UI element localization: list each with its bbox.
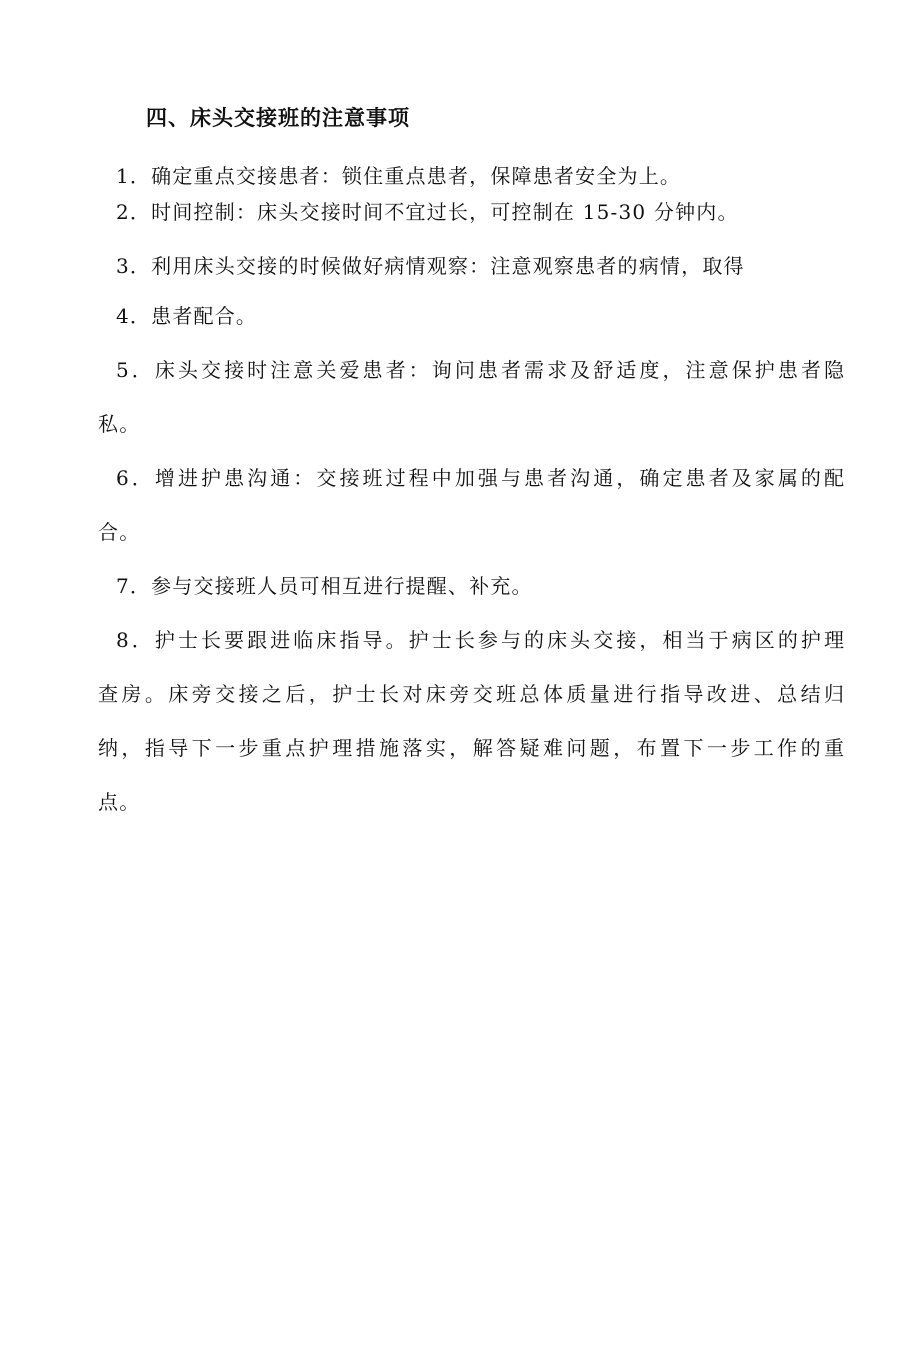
list-item-5: 5．床头交接时注意关爱患者：询问患者需求及舒适度，注意保护患者隐: [116, 358, 844, 382]
list-item-8-continuation-1: 查房。床旁交接之后，护士长对床旁交班总体质量进行指导改进、总结归: [98, 682, 844, 706]
list-item-6-continuation: 合。: [98, 520, 141, 544]
list-item-1: 1．确定重点交接患者：锁住重点患者，保障患者安全为上。: [116, 164, 682, 188]
list-item-3: 3．利用床头交接的时候做好病情观察：注意观察患者的病情，取得: [116, 254, 745, 278]
list-item-7: 7．参与交接班人员可相互进行提醒、补充。: [116, 574, 533, 598]
list-item-8-continuation-3: 点。: [98, 790, 141, 814]
list-item-5-continuation: 私。: [98, 412, 141, 436]
list-item-4: 4．患者配合。: [116, 304, 258, 328]
list-item-2: 2．时间控制：床头交接时间不宜过长，可控制在 15-30 分钟内。: [116, 200, 739, 224]
list-item-8: 8．护士长要跟进临床指导。护士长参与的床头交接，相当于病区的护理: [116, 628, 844, 652]
list-item-8-continuation-2: 纳，指导下一步重点护理措施落实，解答疑难问题，布置下一步工作的重: [98, 736, 844, 760]
section-heading: 四、床头交接班的注意事项: [146, 105, 410, 130]
list-item-6: 6．增进护患沟通：交接班过程中加强与患者沟通，确定患者及家属的配: [116, 466, 844, 490]
